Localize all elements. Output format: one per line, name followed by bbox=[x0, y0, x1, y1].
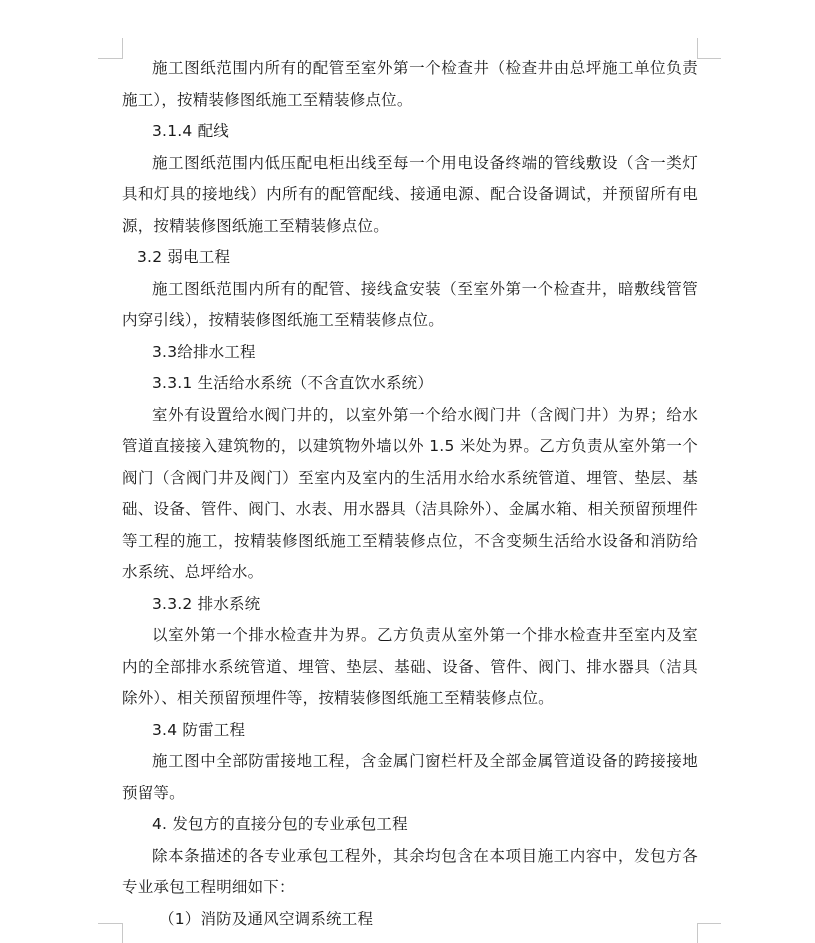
section-heading: 3.3.2 排水系统 bbox=[152, 594, 261, 613]
document-body bbox=[122, 53, 698, 935]
section-heading: 4. 发包方的直接分包的专业承包工程 bbox=[152, 815, 408, 833]
paragraph-line: 具和灯具的接地线）内所有的配管配线、接通电源、配合设备调试，并预留所有电 bbox=[122, 185, 698, 203]
paragraph-line: 管道直接接入建筑物的，以建筑物外墙以外 1.5 米处为界。乙方负责从室外第一个 bbox=[122, 437, 698, 455]
paragraph-line: 源，按精装修图纸施工至精装修点位。 bbox=[122, 216, 389, 235]
paragraph-line: 室外有设置给水阀门井的，以室外第一个给水阀门井（含阀门井）为界；给水 bbox=[152, 405, 698, 424]
paragraph-line: 阀门（含阀门井及阀门）至室内及室内的生活用水给水系统管道、埋管、垫层、基 bbox=[122, 468, 698, 487]
paragraph-line: 内的全部排水系统管道、埋管、垫层、基础、设备、管件、阀门、排水器具（洁具 bbox=[122, 657, 698, 676]
paragraph-line: 专业承包工程明细如下： bbox=[122, 878, 295, 896]
section-heading: 3.3给排水工程 bbox=[152, 342, 256, 361]
paragraph-line: 内穿引线），按精装修图纸施工至精装修点位。 bbox=[122, 311, 444, 329]
paragraph-line: 施工图纸范围内所有的配管、接线盒安装（至室外第一个检查井，暗敷线管管 bbox=[152, 279, 698, 298]
paragraph-line: 础、设备、管件、阀门、水表、用水器具（洁具除外）、金属水箱、相关预留预埋件 bbox=[122, 500, 698, 518]
paragraph-line: 预留等。 bbox=[122, 783, 185, 802]
section-heading: 3.1.4 配线 bbox=[152, 122, 229, 140]
paragraph-line: 除外）、相关预留预埋件等，按精装修图纸施工至精装修点位。 bbox=[122, 689, 554, 707]
section-heading: 3.3.1 生活给水系统（不含直饮水系统） bbox=[152, 374, 434, 392]
paragraph-line: 施工图中全部防雷接地工程，含金属门窗栏杆及全部金属管道设备的跨接接地 bbox=[152, 752, 698, 770]
paragraph-line: 施工图纸范围内所有的配管至室外第一个检查井（检查井由总坪施工单位负责 bbox=[152, 59, 698, 77]
section-heading: 3.2 弱电工程 bbox=[137, 248, 231, 266]
list-item: （1）消防及通风空调系统工程 bbox=[159, 909, 374, 928]
paragraph-line: 以室外第一个排水检查井为界。乙方负责从室外第一个排水检查井至室内及室 bbox=[152, 626, 698, 644]
paragraph-line: 施工图纸范围内低压配电柜出线至每一个用电设备终端的管线敷设（含一类灯 bbox=[152, 153, 698, 172]
paragraph-line: 水系统、总坪给水。 bbox=[122, 563, 264, 581]
paragraph-line: 除本条描述的各专业承包工程外，其余均包含在本项目施工内容中，发包方各 bbox=[152, 846, 698, 865]
section-heading: 3.4 防雷工程 bbox=[152, 720, 246, 739]
paragraph-line: 施工），按精装修图纸施工至精装修点位。 bbox=[122, 90, 413, 109]
paragraph-line: 等工程的施工，按精装修图纸施工至精装修点位，不含变频生活给水设备和消防给 bbox=[122, 531, 698, 550]
